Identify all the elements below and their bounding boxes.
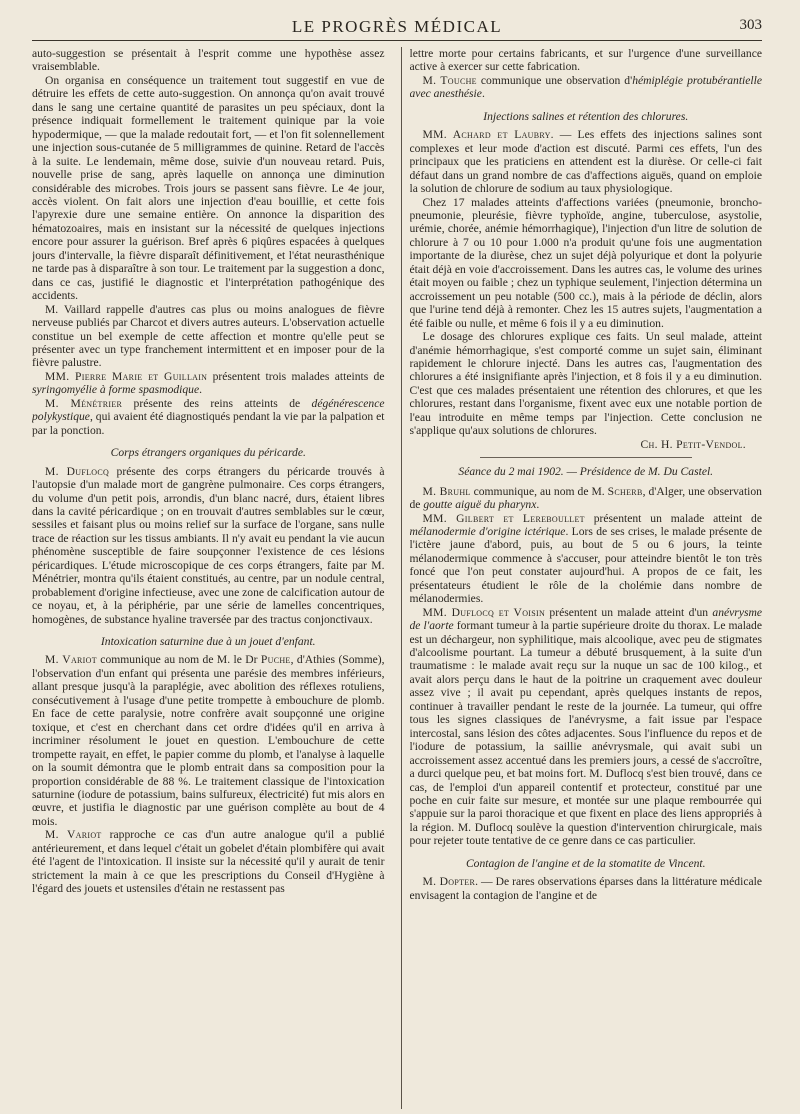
running-head: LE PROGRÈS MÉDICAL [291, 17, 503, 36]
text-run: présentent trois malades atteints de [207, 369, 385, 383]
author-names: MM. Duflocq et Voisin [422, 605, 546, 619]
text-run: . — Les effets des injections salines sont complexes et leur mode d'action est discuté. Parmi ces effets, l'un des principaux que les praticiens en attendent est la diurèse. Or celle-ci fait défaut dans un grand nombre de cas d'affections aiguës, quand on emploie la solution de chlorure de sodium au taux physiologique. [409, 128, 762, 196]
text-run: présentent un malade atteint de [584, 511, 762, 525]
text-run: . — De rares observations éparses dans la littérature médicale envisagent la contagion de l'angine et de [409, 875, 762, 902]
text-run: communique une observation d' [476, 73, 633, 87]
page-header [32, 14, 762, 41]
paragraph: M. Vaillard rappelle d'autres cas plus ou moins analogues de fièvre nerveuse publiés par Charcot et divers autres auteurs. L'observation actuelle constitue un bel exemple de cette affection et montre qu'elle peut se présenter avec un type franchement intermittent et en imposer pour de la fièvre palustre. [32, 302, 385, 370]
paragraph: On organisa en conséquence un traitement tout suggestif en vue de détruire les effets de cette auto-suggestion. On annonça qu'on avait trouvé dans le sang une certaine quantité de parasites un peu spéciaux, dont la présence indiquait formellement le traitement quinique par la voie hypodermique, — que la malade redoutait fort, — et l'on fit solennellement une injection sous-cutanée de 5 milligrammes de quinine. Retard de l'accès à la suite. Le lendemain, même dose, suivie d'un nouveau retard. Puis, nouvelle prise de sang, après laquelle on annonça une diminution considérable des microbes. Trois jours se passent sans fièvre. Le 4e jour, accès violent. On fait alors une injection d'eau bouillie, et cette fois l'apyrexie dure une semaine entière. On annonce la disparition des hématozoaires, mais en insistant sur la nécessité de quelques injections encore pour assurer la guérison. Bref après 6 piqûres espacées à quelques jours d'intervalle, la fièvre disparaît définitivement, et l'état neurasthénique ne tarde pas à disparaître à son tour. Le traitement par la suggestion a donc, dans ce cas, justifié le diagnostic et l'interprétation pathogénique des accidents. [32, 73, 385, 303]
author-names: M. Duflocq [45, 464, 110, 478]
section-heading: Injections salines et rétention des chlorures. [483, 109, 689, 123]
text-run: , qui avaient été diagnostiqués pendant la vie par la palpation et par la ponction. [32, 410, 385, 437]
text-run: formant tumeur à la partie supérieure droite du thorax. Le malade est un déchargeur, non syphilitique, mais alcoolique, avec peu de stigmates d'alcoolisme pourtant. La tumeur a débuté brusquement, à la suite d'un traumatisme : le malade avait reçu sur la nuque un sac de 100 kilog., et avait alors perçu dans le haut de la poitrine un craquement avec douleur assez vive ; il avait pu cependant, après quelques instants de repos, continuer à travailler pendant le reste de la journée. La tumeur, qui offre tous les signes classiques de l'anévrysme, a fait issue par l'espace intercostal, sans lésion des côtes adjacentes. Sous l'influence du repos et de l'iodure de potassium, la saillie anévrysmale, qui avait subi un accroissement assez accentué dans les premiers jours, a cessé de s'accroître, a durci quelque peu, et bat moins fort. M. Duflocq s'est bien trouvé, dans ce cas, de l'emploi d'un appareil contentif et protecteur, constitué par une poche en cuir faite sur mesure, et montée sur une plaque rembourrée qui s'appuie sur la paroi thoracique et que fixent en place des liens appropriés à la région. M. Duflocq soulève la question d'intervention chirurgicale, mais pour rejeter toute tentative de ce genre dans ce cas particulier. [409, 619, 762, 848]
paragraph: Chez 17 malades atteints d'affections variées (pneumonie, broncho-pneumonie, pleurésie, fièvre typhoïde, angine, tuberculose, asystolie, urémie, chorée, anémie hémorrhagique), l'injection d'un litre de solution de chlorure à 7 ou 10 pour 1.000 n'a produit qu'une fois une augmentation importante de la diurèse, chez un sujet déjà polyurique et dont la polyurie était déjà en voie d'accroissement. Dans les autres cas, le volume des urines était moyen ou faible ; chez un typhique seulement, l'injection détermina un accroissement un peu notable (500 cc.), mais à la période de déclin, alors que l'urine tend déjà à remonter. Chez les 15 autres sujets, l'augmentation a été faible ou nulle, et même 6 fois il y a eu diminution. [409, 195, 762, 330]
disease-term: goutte aiguë du pharynx [423, 498, 537, 512]
paragraph: lettre morte pour certains fabricants, et sur l'urgence d'une surveillance active à exercer sur cette fabrication. [409, 47, 762, 74]
paragraph: auto-suggestion se présentait à l'esprit comme une hypothèse assez vraisemblable. [32, 47, 385, 74]
page-number: 303 [739, 17, 762, 33]
paragraph [410, 606, 763, 848]
session-heading: Séance du 2 mai 1902. — Présidence de M. Du Castel. [458, 465, 714, 479]
paragraph [32, 465, 385, 626]
paragraph [410, 128, 763, 195]
author-names: M. Bruhl [422, 484, 471, 498]
author-names: M. Variot [45, 828, 102, 842]
author-names: MM. Gilbert et Lereboullet [422, 511, 585, 525]
author-names: M. Variot [45, 653, 97, 667]
paragraph [32, 828, 385, 895]
section-heading: Corps étrangers organiques du péricarde. [110, 446, 306, 460]
separator-rule [480, 457, 692, 458]
paragraph: MM. Pierre Marie et Guillain présentent trois malades atteints de syringomyélie à forme spasmodique. [32, 369, 385, 397]
text-run: communique au nom de M. le Dr [96, 653, 261, 667]
author-names: M. Touche [422, 73, 477, 87]
disease-term: syringomyélie à forme spasmodique [32, 383, 200, 397]
text-columns [32, 47, 762, 1109]
paragraph [410, 875, 763, 902]
paragraph [32, 397, 385, 437]
author-names: Scherb [607, 484, 643, 498]
disease-term: anévrysme de l'aorte [409, 605, 762, 633]
paragraph [32, 653, 385, 828]
disease-term: hémiplégie protubérantielle avec anesthésie [409, 73, 762, 101]
text-run: présente des reins atteints de [122, 396, 312, 410]
section-heading: Intoxication saturnine due à un jouet d'enfant. [100, 635, 316, 649]
paragraph: M. Touche communique une observation d'hémiplégie protubérantielle avec anesthésie. [409, 73, 762, 101]
paragraph: M. Bruhl communique, au nom de M. Scherb, d'Alger, une observation de goutte aiguë du pharynx. [409, 484, 762, 512]
author-names: MM. Pierre Marie et Guillain [45, 369, 208, 383]
text-run: présente des corps étrangers du péricarde trouvés à l'autopsie d'un malade mort de gangrène pulmonaire. Ces corps étrangers, du volume d'un petit pois, arrondis, d'un blanc nacré, durs, étaient libres dans la cavité péricardique ; on en trouvait d'autres semblables sur le cœur, sessiles et faisant plus ou moins relief sur la surface de l'organe, sans nulle trace de réaction sur les tissus ambiants. Il n'y avait eu pendant la vie aucun phénomène susceptible de faire soupçonner l'existence de ces lésions péricardiques. L'étude microscopique de ces corps étrangers, faite par M. Ménétrier, montra qu'ils étaient constitués, au centre, par un nodule central, probablement d'origine infectieuse, avec une zone de calcification autour de ce noyau, et, à la périphérie, par une série de lamelles concentriques, homogènes, de substance hyaline traversée par des tractus conjonctivaux. [32, 464, 385, 626]
section-heading: Contagion de l'angine et de la stomatite de Vincent. [465, 856, 706, 870]
text-run: , d'Athies (Somme), l'observation d'un enfant qui présenta une parésie des membres inférieurs, allant presque jusqu'à la paraplégie, avec abolition des réflexes rotuliens, consécutivement à l'usage d'une petite trompette à embouchure de plomb. En face de cette paralysie, notre confrère avait soupçonné une origine toxique, et c'est en cherchant dans cet ordre d'idées qu'il en arriva à incriminer résolument le jouet en question. L'embouchure de cette trompette rayait, en effet, le papier comme du plomb, et l'analyse à laquelle on la soumit démontra que le plomb entrait dans sa composition pour la proportion considérable de 88 %. Le traitement classique de l'intoxication saturnine (iodure de potassium, bains sulfureux, électricité) fut mis alors en œuvre, et justifia le diagnostic par une guérison complète au bout de 4 mois. [32, 653, 385, 828]
signature: Ch. H. Petit-Vendol. [640, 437, 746, 451]
paragraph [410, 512, 763, 606]
author-names: MM. Achard et Laubry [422, 128, 551, 142]
text-run: rapproche ce cas d'un autre analogue qu'il a publié antérieurement, et dans lequel c'était un gobelet d'étain plombifère qui avait été l'agent de l'intoxication. Il insiste sur la nécessité qu'il y aurait de tenir strictement la main à ce que les prescriptions du Conseil d'Hygiène à l'égard des jouets et ustensiles d'étain ne restassent pas [32, 828, 385, 896]
author-names: Puche [260, 653, 291, 667]
left-column [32, 47, 393, 1109]
text-run: . Lors de ses crises, le malade présente de l'ictère jaune d'abord, puis, au bout de 5 ou 6 jours, la teinte mélanodermique commence à s'accuser, pour atteindre bientôt le ton très foncé que l'on peut constater aujourd'hui. A propos de ce fait, les présentateurs étudient le rôle de la cholémie dans nombre de mélanodermies. [409, 524, 762, 606]
paragraph: Le dosage des chlorures explique ces faits. Un seul malade, atteint d'anémie hémorrhagique, s'est comporté comme un sujet sain, éliminant rapidement le chlorure injecté. Dans les autres cas, l'augmentation des chlorures a été insignifiante après l'injection, et 8 fois il y a eu diminution. C'est que ces malades présentaient une rétention des chlorures, et que les chlorures, restant dans l'organisme, fixent avec eux une notable portion de l'eau introduite en même temps par l'injection. Cette conclusion ne s'applique qu'aux solutions de chlorures. [409, 330, 762, 438]
author-names: M. Dopter [422, 875, 476, 889]
right-column [410, 47, 763, 1109]
disease-term: dégénérescence polykystique [32, 396, 385, 424]
column-rule [401, 47, 402, 1109]
text-run: présentent un malade atteint d'un [545, 605, 713, 619]
text-run: communique, au nom de M. [470, 484, 608, 498]
text-run: , d'Alger, une observation de [409, 484, 762, 512]
disease-term: mélanodermie d'origine ictérique [409, 524, 566, 538]
author-names: M. Ménétrier [45, 396, 123, 410]
